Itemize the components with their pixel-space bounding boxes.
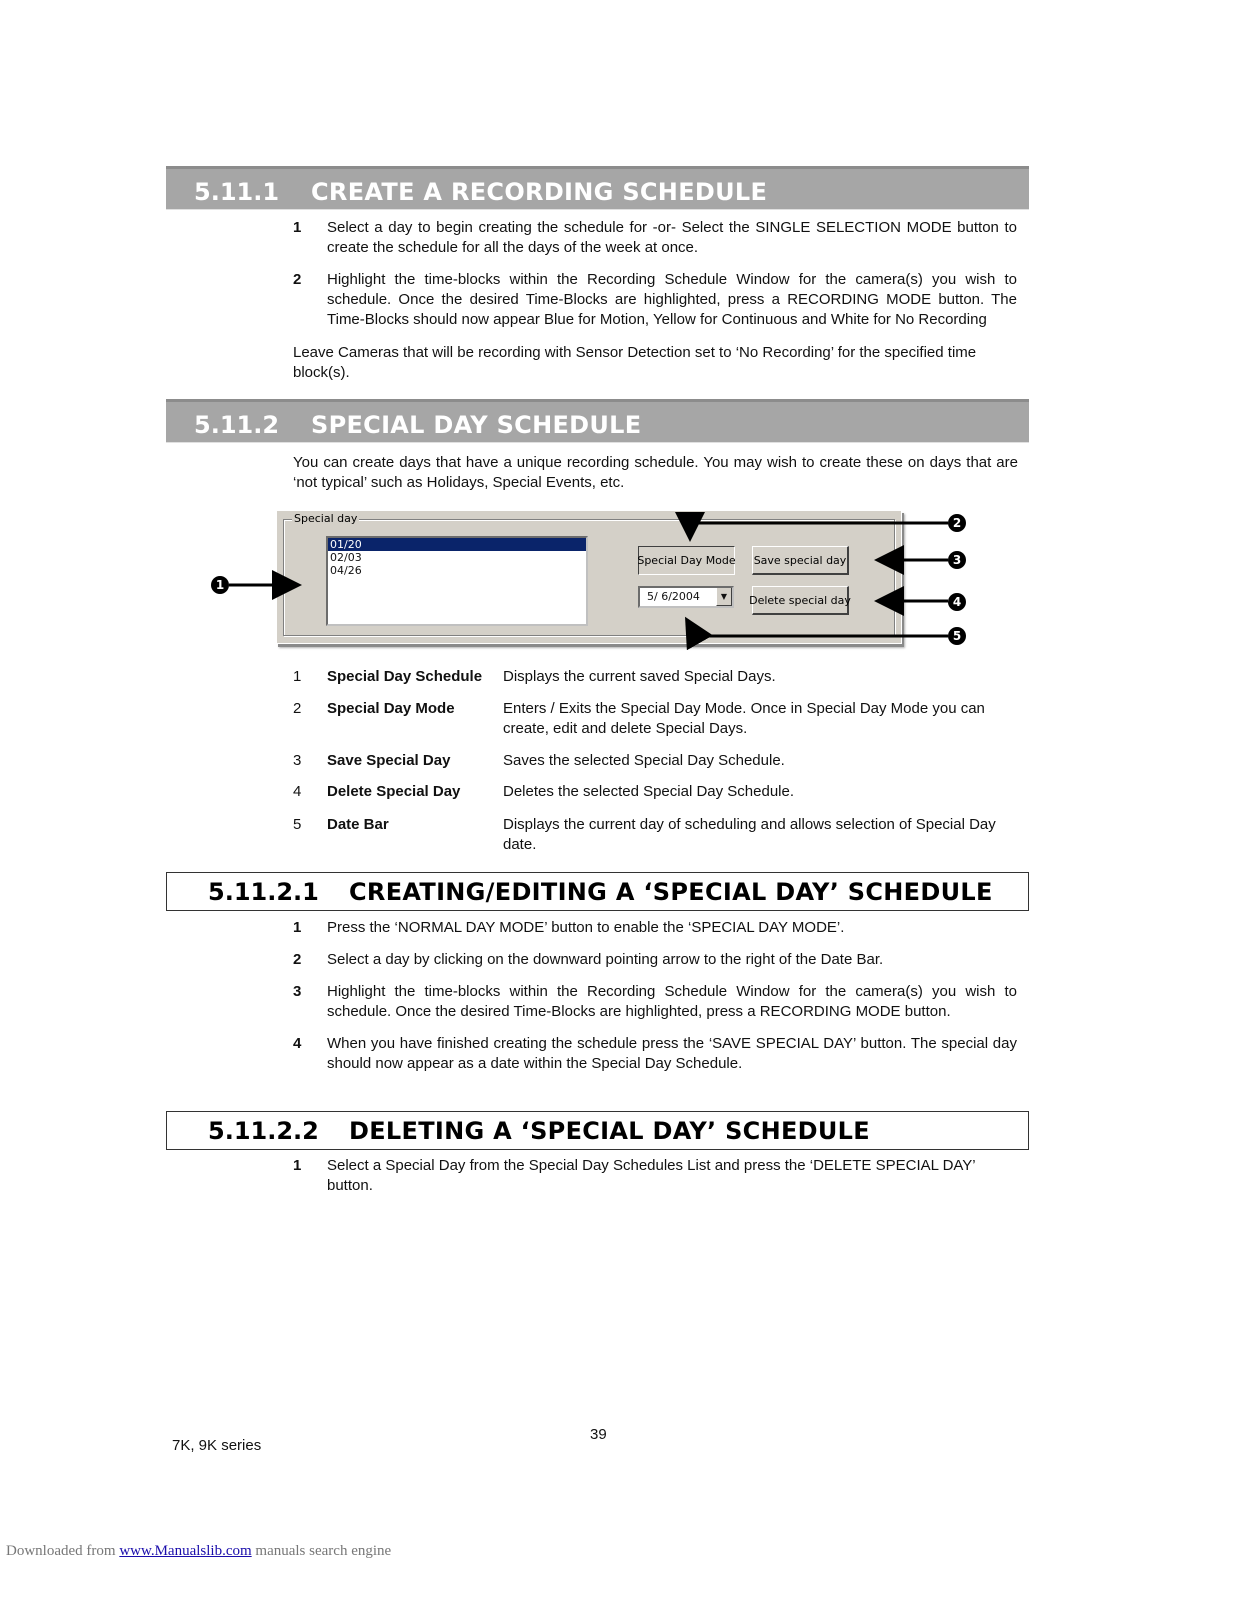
section-number: 5.11.2	[194, 411, 280, 439]
legend-term: Save Special Day	[327, 752, 451, 769]
legend-term: Special Day Mode	[327, 700, 455, 717]
legend-number: 4	[293, 783, 302, 800]
section-number: 5.11.1	[194, 178, 280, 206]
step-text: Select a Special Day from the Special Day Schedules List and press the ‘DELETE SPECIAL DAY’ button.	[327, 1157, 976, 1194]
page-number: 39	[590, 1426, 607, 1443]
step-text: When you have finished creating the schedule press the ‘SAVE SPECIAL DAY’ button. The special day should now appear as a date within the Special Day Schedule.	[327, 1035, 1017, 1072]
legend-number: 5	[293, 816, 302, 833]
section-title: CREATE A RECORDING SCHEDULE	[311, 178, 768, 206]
section-number: 5.11.2.2	[208, 1117, 319, 1145]
series-label: 7K, 9K series	[172, 1437, 262, 1454]
step-number: 1	[293, 219, 302, 236]
legend-number: 2	[293, 700, 302, 717]
step-number: 2	[293, 271, 302, 288]
callout-badge: 4	[948, 593, 966, 611]
manualslib-link[interactable]: www.Manualslib.com	[119, 1543, 252, 1559]
date-value: 5/ 6/2004	[647, 590, 700, 603]
delete-special-day-button[interactable]: Delete special day	[752, 586, 849, 615]
section-number: 5.11.2.1	[208, 878, 319, 906]
callout-badge: 2	[948, 514, 966, 532]
callout-badge: 5	[948, 627, 966, 645]
legend-desc: Deletes the selected Special Day Schedule.	[503, 783, 795, 800]
section-header-5-11-2-1	[166, 872, 1029, 911]
section-header-5-11-2-2	[166, 1111, 1029, 1150]
section-title: SPECIAL DAY SCHEDULE	[311, 411, 642, 439]
callout-arrows	[0, 0, 1237, 700]
legend-term: Date Bar	[327, 816, 389, 833]
step-text: Highlight the time-blocks within the Recording Schedule Window for the camera(s) you wish to schedule. Once the desired Time-Blocks are highlighted, press a RECORDING MODE button.	[327, 983, 1017, 1020]
step-text: Select a day to begin creating the schedule for -or- Select the SINGLE SELECTION MODE button to create the schedule for all the days of the week at once.	[327, 219, 1017, 256]
legend-desc: Displays the current day of scheduling and allows selection of Special Day date.	[503, 816, 996, 853]
legend-desc: Displays the current saved Special Days.	[503, 668, 776, 685]
legend-desc: Saves the selected Special Day Schedule.	[503, 752, 785, 769]
step-number: 1	[293, 1157, 302, 1174]
legend-term: Delete Special Day	[327, 783, 461, 800]
dropdown-arrow-icon[interactable]: ▼	[716, 588, 732, 606]
list-item[interactable]: 01/20	[328, 538, 586, 551]
download-suffix: manuals search engine	[251, 1543, 392, 1559]
intro-paragraph: You can create days that have a unique recording schedule. You may wish to create these on days that are ‘not typical’ such as Holidays, Special Events, etc.	[293, 454, 1018, 491]
list-item[interactable]: 02/03	[330, 551, 362, 564]
step-number: 1	[293, 919, 302, 936]
legend-desc: Enters / Exits the Special Day Mode. Once in Special Day Mode you can create, edit and delete Special Days.	[503, 700, 985, 737]
section-title: CREATING/EDITING A ‘SPECIAL DAY’ SCHEDULE	[349, 878, 993, 906]
save-special-day-button[interactable]: Save special day	[752, 546, 849, 575]
legend-term: Special Day Schedule	[327, 668, 483, 685]
step-number: 3	[293, 983, 302, 1000]
section-title: DELETING A ‘SPECIAL DAY’ SCHEDULE	[349, 1117, 870, 1145]
callout-badge: 1	[211, 576, 229, 594]
callout-badge: 3	[948, 551, 966, 569]
list-item[interactable]: 04/26	[330, 564, 362, 577]
step-text: Highlight the time-blocks within the Recording Schedule Window for the camera(s) you wish to schedule. Once the desired Time-Blocks are highlighted, press a RECORDING MODE button. The Time-Blocks should now appear Blue for Motion, Yellow for Continuous and White for No Recording	[327, 271, 1017, 328]
step-number: 2	[293, 951, 302, 968]
download-prefix: Downloaded from	[6, 1543, 120, 1559]
step-text: Select a day by clicking on the downward pointing arrow to the right of the Date Bar.	[327, 951, 884, 968]
groupbox-label: Special day	[294, 512, 358, 525]
step-number: 4	[293, 1035, 302, 1052]
step-text: Press the ‘NORMAL DAY MODE’ button to enable the ‘SPECIAL DAY MODE’.	[327, 919, 845, 936]
note-paragraph: Leave Cameras that will be recording with Sensor Detection set to ‘No Recording’ for the specified time block(s).	[293, 344, 977, 381]
legend-number: 3	[293, 752, 302, 769]
legend-number: 1	[293, 668, 302, 685]
special-day-mode-button[interactable]: Special Day Mode	[638, 546, 735, 575]
download-footer	[6, 1543, 391, 1560]
